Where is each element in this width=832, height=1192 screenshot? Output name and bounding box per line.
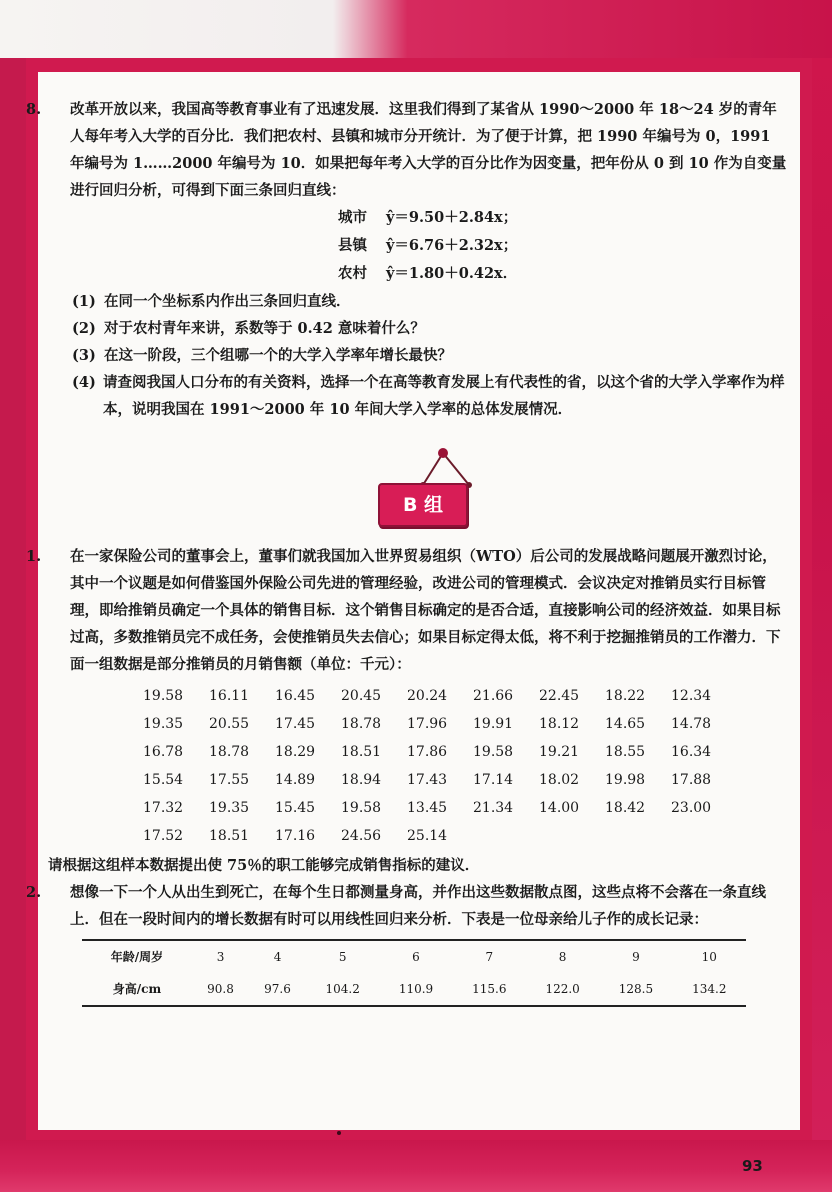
equation-row [338, 204, 788, 232]
data-cell: 18.51 [209, 828, 250, 844]
table-cell: 7 [485, 950, 494, 964]
data-cell: 18.42 [605, 800, 646, 816]
sub-question [48, 342, 788, 369]
table-header-age: 年龄/周岁 [110, 950, 164, 964]
data-row [143, 794, 788, 822]
data-cell: 18.12 [539, 716, 580, 732]
table-cell: 5 [338, 950, 347, 964]
data-cell: 17.88 [671, 772, 712, 788]
data-cell: 17.55 [209, 772, 250, 788]
data-cell: 13.45 [407, 800, 448, 816]
data-cell: 20.24 [407, 688, 448, 704]
data-cell: 23.00 [671, 800, 712, 816]
equation-label: 农村 [338, 265, 367, 282]
equation-label: 县镇 [338, 237, 367, 254]
sub-question-text: 在同一个坐标系内作出三条回归直线． [104, 293, 351, 310]
data-cell: 16.34 [671, 744, 712, 760]
table-cell: 8 [558, 950, 567, 964]
data-cell: 21.66 [473, 688, 514, 704]
page-number: 93 [742, 1157, 763, 1175]
sub-question [48, 288, 788, 315]
background-left [0, 58, 26, 1192]
sub-question-number: (3) [72, 347, 96, 364]
data-cell: 20.55 [209, 716, 250, 732]
data-cell: 14.89 [275, 772, 316, 788]
data-cell: 16.11 [209, 688, 250, 704]
table-cell: 128.5 [618, 982, 654, 996]
data-cell: 15.45 [275, 800, 316, 816]
sub-question-text: 请查阅我国人口分布的有关资料，选择一个在高等教育发展上有代表性的省，以这个省的大学入学率作为样本，说明我国在 1991～2000 年 10 年间大学入学率的总体发展情况． [103, 374, 785, 418]
question-text: 在一家保险公司的董事会上，董事们就我国加入世界贸易组织（WTO）后公司的发展战略问题展开激烈讨论，其中一个议题是如何借鉴国外保险公司先进的管理经验，改进公司的管理模式．会议决定对推销员实行目标管理，即给推销员确定一个具体的销售目标．这个销售目标确定的是否合适，直接影响公司的经济效益．如果目标过高，多数推销员完不成任务，会使推销员失去信心；如果目标定得太低，将不利于挖掘推销员的工作潜力．下面一组数据是部分推销员的月销售额（单位：千元）： [70, 548, 781, 673]
table-row [82, 940, 746, 973]
equation-formula: ŷ＝9.50＋2.84x； [386, 209, 518, 226]
question-text: 想像一下一个人从出生到死亡，在每个生日都测量身高，并作出这些数据散点图，这些点将不会落在一条直线上．但在一段时间内的增长数据有时可以用线性回归来分析．下表是一位母亲给儿子作的成长记录： [70, 884, 766, 928]
data-cell: 18.51 [341, 744, 382, 760]
question-1 [26, 543, 788, 678]
data-cell: 17.32 [143, 800, 184, 816]
data-cell: 18.02 [539, 772, 580, 788]
data-cell: 18.29 [275, 744, 316, 760]
data-cell: 18.22 [605, 688, 646, 704]
sub-question-number: (1) [72, 293, 96, 310]
data-cell: 19.35 [209, 800, 250, 816]
question-text: 改革开放以来，我国高等教育事业有了迅速发展．这里我们得到了某省从 1990～2000 年 18～24 岁的青年人每年考入大学的百分比．我们把农村、县镇和城市分开统计．为了便于计算，把 1990 年编号为 0，1991 年编号为 1……2000 年编号为 10．如果把每年考入大学的百分比作为因变量，把年份从 0 到 10 作为自变量进行回归分析，可得到下面三条回归直线： [70, 101, 787, 199]
data-cell: 18.55 [605, 744, 646, 760]
background-top [0, 0, 832, 58]
data-cell: 24.56 [341, 828, 382, 844]
data-cell: 12.34 [671, 688, 712, 704]
question-8 [26, 96, 788, 204]
table-cell: 122.0 [545, 982, 580, 996]
data-row [143, 710, 788, 738]
data-cell: 18.78 [209, 744, 250, 760]
table-cell: 3 [216, 950, 225, 964]
decorative-dot [337, 1131, 341, 1135]
data-cell: 25.14 [407, 828, 448, 844]
data-cell: 14.78 [671, 716, 712, 732]
sub-question-number: (2) [72, 320, 96, 337]
data-cell: 19.58 [473, 744, 514, 760]
table-cell: 4 [273, 950, 282, 964]
table-cell: 6 [412, 950, 420, 964]
question-2 [26, 879, 788, 933]
data-cell: 21.34 [473, 800, 514, 816]
data-cell: 16.45 [275, 688, 316, 704]
sub-question-text: 在这一阶段，三个组哪一个的大学入学率年增长最快？ [104, 347, 452, 364]
data-row [143, 682, 788, 710]
table-cell: 104.2 [325, 982, 360, 996]
question-1-conclusion: 请根据这组样本数据提出使 75％的职工能够完成销售指标的建议． [48, 857, 480, 874]
equation-label: 城市 [338, 209, 367, 226]
data-row [143, 766, 788, 794]
data-cell: 14.00 [539, 800, 580, 816]
data-cell: 17.86 [407, 744, 448, 760]
group-badge-area [48, 423, 788, 543]
data-cell: 17.14 [473, 772, 514, 788]
page-content [26, 96, 788, 1007]
table-cell: 10 [701, 950, 717, 964]
table-cell: 110.9 [398, 982, 434, 996]
data-cell: 14.65 [605, 716, 646, 732]
sub-question [48, 369, 788, 423]
data-cell: 22.45 [539, 688, 580, 704]
data-cell: 19.91 [473, 716, 514, 732]
data-cell: 17.16 [275, 828, 316, 844]
sub-question [48, 315, 788, 342]
data-cell: 19.98 [605, 772, 646, 788]
data-cell: 17.45 [275, 716, 316, 732]
data-cell: 16.78 [143, 744, 184, 760]
data-cell: 15.54 [143, 772, 184, 788]
table-header-height: 身高/cm [112, 982, 162, 996]
data-row [143, 822, 788, 850]
data-cell: 19.58 [143, 688, 184, 704]
sales-data-grid [48, 682, 788, 850]
data-cell: 18.78 [341, 716, 382, 732]
growth-table [82, 939, 746, 1007]
equation-formula: ŷ＝6.76＋2.32x； [386, 237, 518, 254]
data-cell: 17.52 [143, 828, 184, 844]
data-cell: 20.45 [341, 688, 382, 704]
table-cell: 115.6 [472, 982, 507, 996]
background-bottom [0, 1140, 832, 1192]
equation-row [338, 232, 788, 260]
data-cell: 17.96 [407, 716, 448, 732]
data-cell: 17.43 [407, 772, 448, 788]
table-row [82, 973, 746, 1006]
group-b-badge: B 组 [378, 483, 468, 527]
table-cell: 97.6 [264, 982, 291, 996]
regression-equations [48, 204, 788, 288]
data-cell: 18.94 [341, 772, 382, 788]
sub-question-number: (4) [72, 374, 96, 391]
question-number: 8. [26, 101, 42, 118]
question-number: 1. [26, 548, 42, 565]
data-cell: 19.58 [341, 800, 382, 816]
equation-formula: ŷ＝1.80＋0.42x． [386, 265, 518, 282]
table-cell: 9 [632, 950, 640, 964]
equation-row [338, 260, 788, 288]
table-cell: 90.8 [207, 982, 234, 996]
question-number: 2. [26, 884, 42, 901]
data-row [143, 738, 788, 766]
data-cell: 19.35 [143, 716, 184, 732]
data-cell: 19.21 [539, 744, 580, 760]
table-cell: 134.2 [692, 982, 727, 996]
sub-question-text: 对于农村青年来讲，系数等于 0.42 意味着什么？ [104, 320, 425, 337]
